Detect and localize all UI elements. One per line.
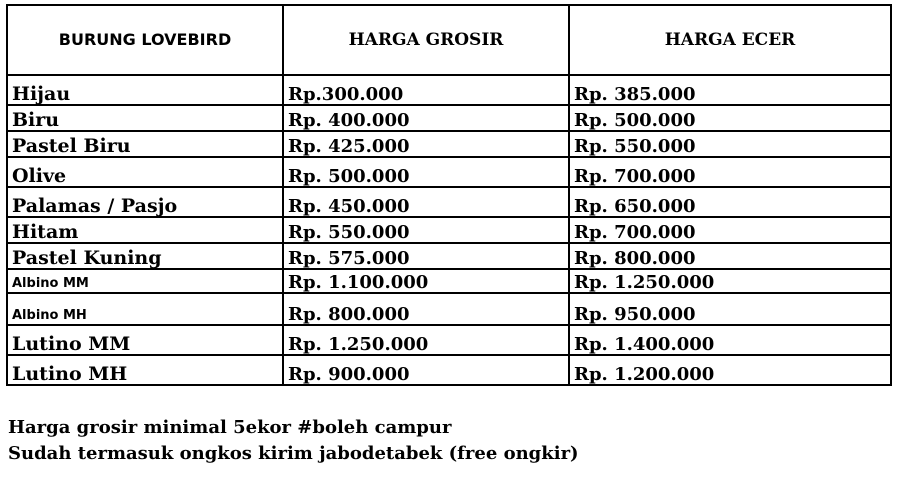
bird-name: Olive (7, 157, 283, 187)
wholesale-price: Rp. 1.250.000 (283, 325, 569, 355)
table-row (7, 269, 891, 293)
bird-name: Hijau (7, 75, 283, 105)
bird-name: Palamas / Pasjo (7, 187, 283, 217)
retail-price: Rp. 950.000 (569, 293, 891, 325)
header-retail-price: HARGA ECER (569, 5, 891, 75)
wholesale-price: Rp. 425.000 (283, 131, 569, 157)
header-wholesale-price: HARGA GROSIR (283, 5, 569, 75)
wholesale-price: Rp. 450.000 (283, 187, 569, 217)
bird-name: Pastel Kuning (7, 243, 283, 269)
header-bird: BURUNG LOVEBIRD (7, 5, 283, 75)
table-row (7, 157, 891, 187)
wholesale-price: Rp. 400.000 (283, 105, 569, 131)
retail-price: Rp. 700.000 (569, 157, 891, 187)
wholesale-price: Rp. 500.000 (283, 157, 569, 187)
retail-price: Rp. 550.000 (569, 131, 891, 157)
table-header-row (7, 5, 891, 75)
table-row (7, 131, 891, 157)
bird-name: Lutino MH (7, 355, 283, 385)
bird-name: Albino MM (7, 269, 283, 293)
bird-name: Albino MH (7, 293, 283, 325)
wholesale-price: Rp. 575.000 (283, 243, 569, 269)
retail-price: Rp. 700.000 (569, 217, 891, 243)
retail-price: Rp. 1.200.000 (569, 355, 891, 385)
notes (8, 415, 579, 467)
note-free-shipping: Sudah termasuk ongkos kirim jabodetabek (free ongkir) (8, 443, 579, 464)
table-row (7, 355, 891, 385)
table-row (7, 293, 891, 325)
table-row (7, 217, 891, 243)
bird-name: Lutino MM (7, 325, 283, 355)
retail-price: Rp. 500.000 (569, 105, 891, 131)
table-row (7, 105, 891, 131)
bird-name: Hitam (7, 217, 283, 243)
bird-name: Pastel Biru (7, 131, 283, 157)
retail-price: Rp. 800.000 (569, 243, 891, 269)
retail-price: Rp. 650.000 (569, 187, 891, 217)
bird-name: Biru (7, 105, 283, 131)
wholesale-price: Rp.300.000 (283, 75, 569, 105)
table-row (7, 187, 891, 217)
price-table (6, 4, 892, 386)
table-row (7, 325, 891, 355)
table-row (7, 243, 891, 269)
retail-price: Rp. 1.400.000 (569, 325, 891, 355)
wholesale-price: Rp. 1.100.000 (283, 269, 569, 293)
retail-price: Rp. 385.000 (569, 75, 891, 105)
wholesale-price: Rp. 900.000 (283, 355, 569, 385)
note-wholesale-minimum: Harga grosir minimal 5ekor #boleh campur (8, 417, 452, 438)
retail-price: Rp. 1.250.000 (569, 269, 891, 293)
wholesale-price: Rp. 800.000 (283, 293, 569, 325)
table-row (7, 75, 891, 105)
wholesale-price: Rp. 550.000 (283, 217, 569, 243)
